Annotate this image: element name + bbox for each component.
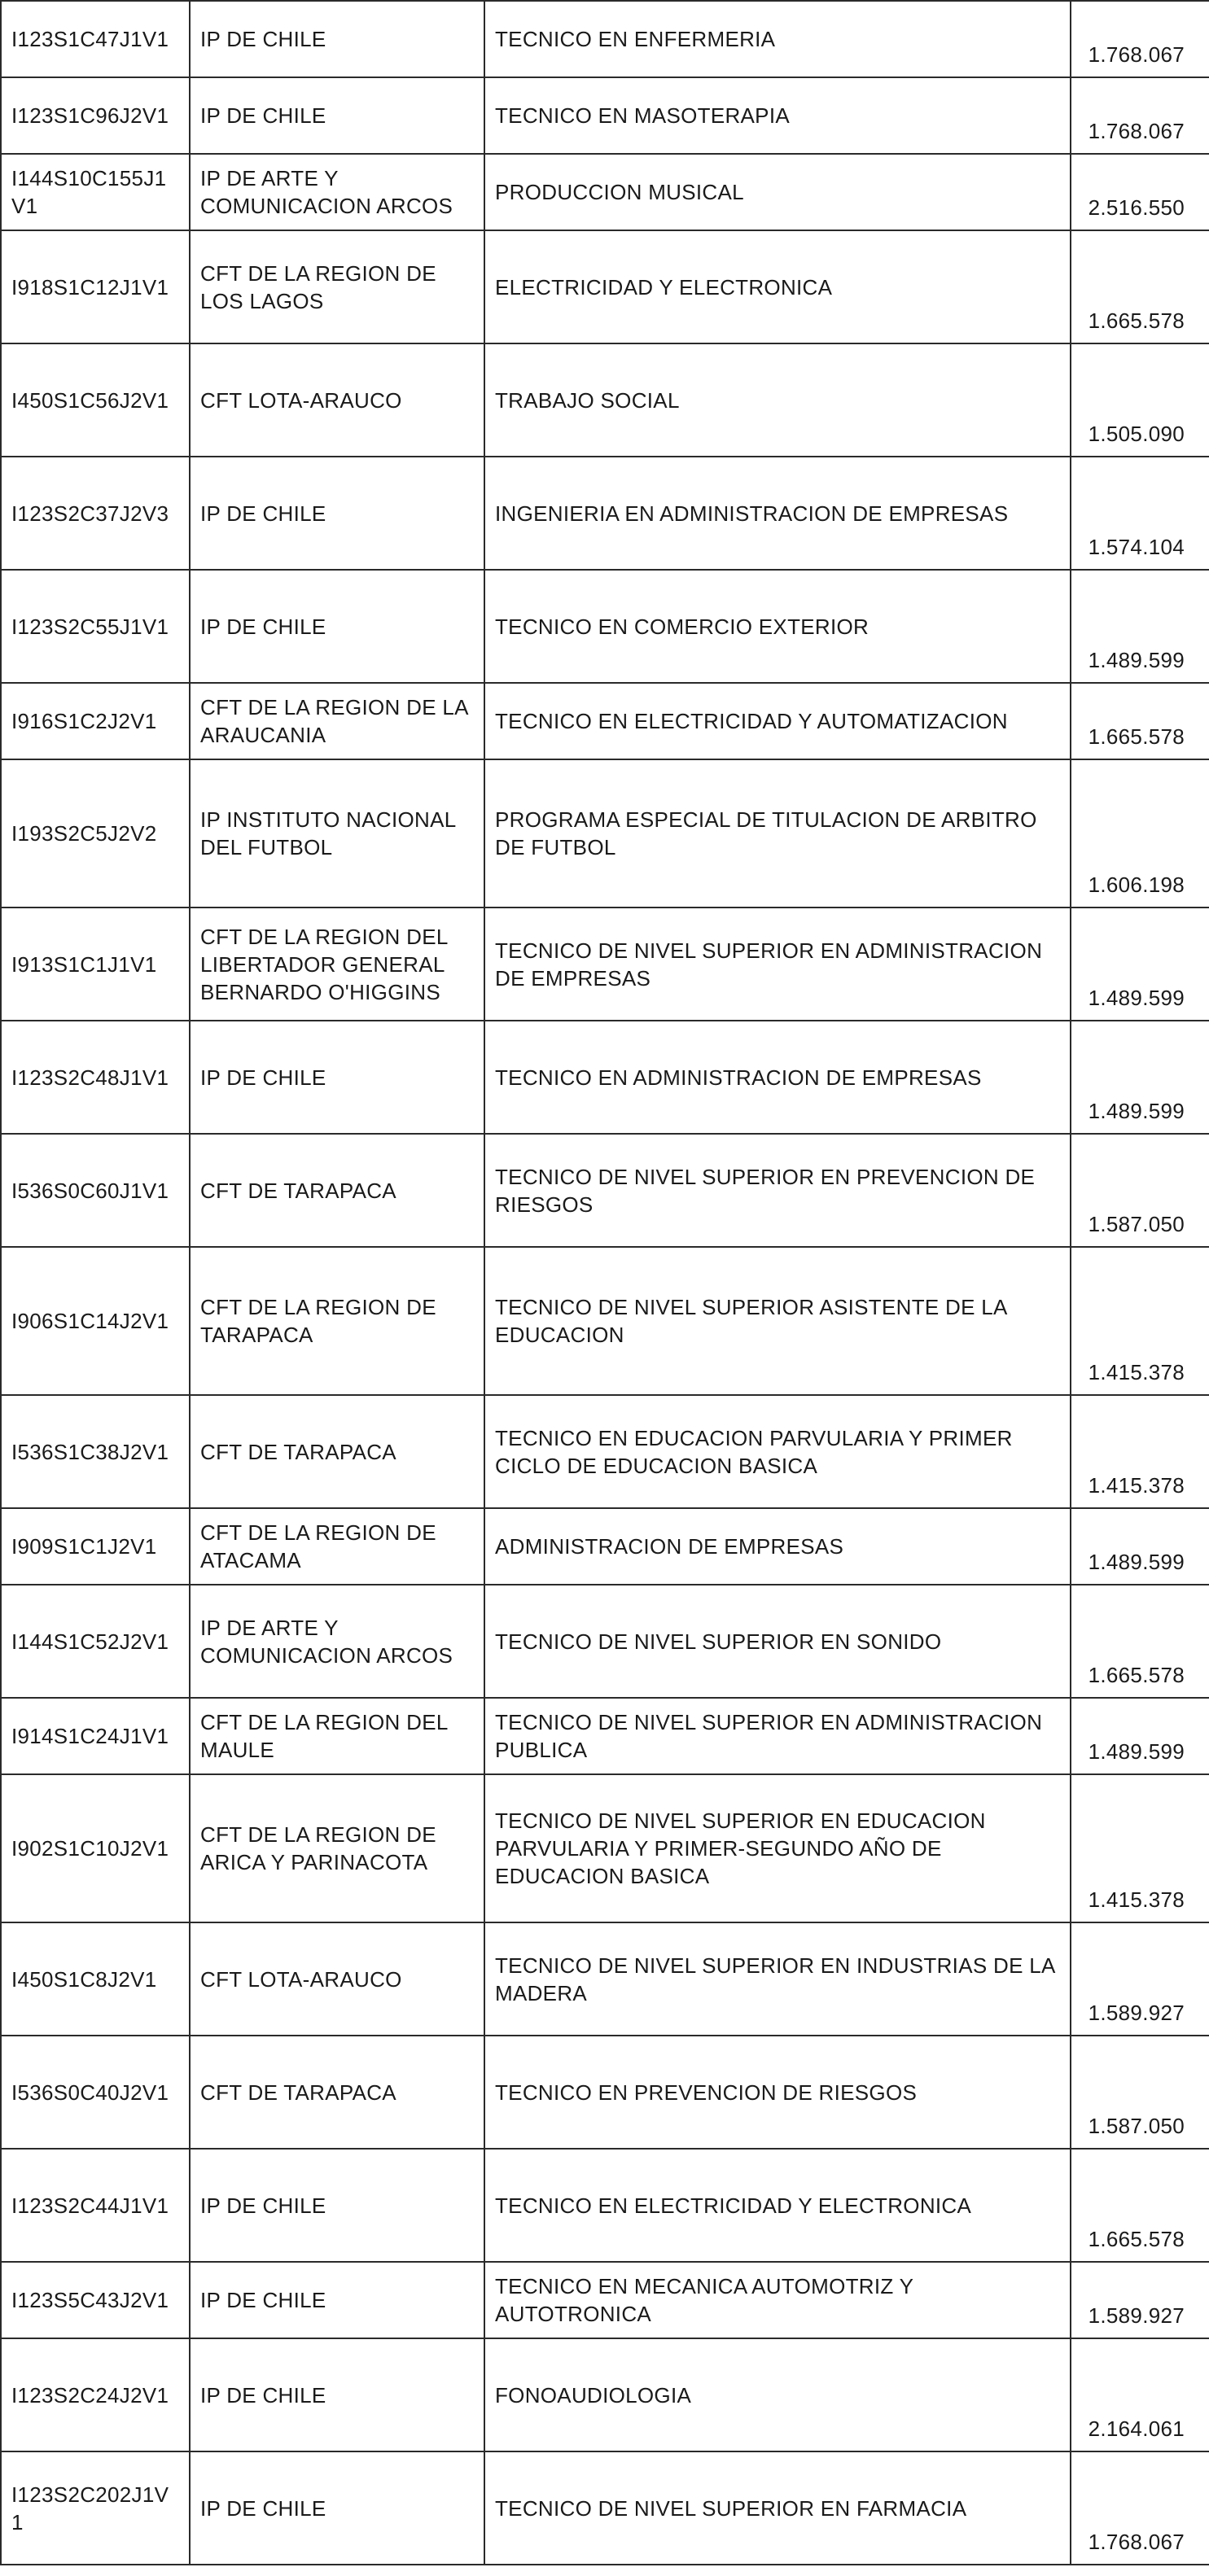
- cell-institution: IP DE CHILE: [190, 1, 484, 77]
- cell-institution: CFT DE LA REGION DE LA ARAUCANIA: [190, 683, 484, 759]
- cell-code: I193S2C5J2V2: [1, 759, 190, 908]
- cell-code: I123S2C44J1V1: [1, 2149, 190, 2262]
- cell-code: I536S0C60J1V1: [1, 1134, 190, 1247]
- cell-program: TECNICO DE NIVEL SUPERIOR ASISTENTE DE LA EDUCACION: [484, 1247, 1071, 1395]
- cell-program: TECNICO EN ELECTRICIDAD Y ELECTRONICA: [484, 2149, 1071, 2262]
- cell-amount: 1.589.927: [1071, 2262, 1209, 2338]
- cell-program: TECNICO DE NIVEL SUPERIOR EN FARMACIA: [484, 2451, 1071, 2565]
- cell-amount: 1.665.578: [1071, 683, 1209, 759]
- cell-amount: 1.489.599: [1071, 570, 1209, 683]
- cell-amount: 1.489.599: [1071, 1508, 1209, 1585]
- cell-program: TECNICO DE NIVEL SUPERIOR EN ADMINISTRACION DE EMPRESAS: [484, 908, 1071, 1021]
- cell-amount: 1.489.599: [1071, 908, 1209, 1021]
- cell-amount: 1.665.578: [1071, 1585, 1209, 1698]
- cell-institution: IP DE CHILE: [190, 570, 484, 683]
- cell-institution: CFT DE TARAPACA: [190, 1134, 484, 1247]
- table-row: [1, 77, 1209, 154]
- table-row: [1, 1922, 1209, 2036]
- table-row: [1, 1134, 1209, 1247]
- cell-institution: CFT LOTA-ARAUCO: [190, 343, 484, 457]
- cell-amount: 1.415.378: [1071, 1247, 1209, 1395]
- table-row: [1, 1, 1209, 77]
- cell-institution: CFT DE LA REGION DE LOS LAGOS: [190, 230, 484, 343]
- cell-program: TECNICO EN COMERCIO EXTERIOR: [484, 570, 1071, 683]
- cell-institution: IP DE CHILE: [190, 2262, 484, 2338]
- cell-amount: 1.587.050: [1071, 1134, 1209, 1247]
- cell-code: I123S5C43J2V1: [1, 2262, 190, 2338]
- cell-program: PROGRAMA ESPECIAL DE TITULACION DE ARBITRO DE FUTBOL: [484, 759, 1071, 908]
- cell-institution: IP DE CHILE: [190, 1021, 484, 1134]
- cell-amount: 1.665.578: [1071, 2149, 1209, 2262]
- table-row: [1, 154, 1209, 230]
- cell-amount: 1.665.578: [1071, 230, 1209, 343]
- cell-code: I913S1C1J1V1: [1, 908, 190, 1021]
- cell-program: TECNICO EN MASOTERAPIA: [484, 77, 1071, 154]
- table-row: [1, 1774, 1209, 1922]
- cell-code: I123S2C48J1V1: [1, 1021, 190, 1134]
- table-row: [1, 230, 1209, 343]
- cell-amount: 1.768.067: [1071, 77, 1209, 154]
- cell-institution: IP DE ARTE Y COMUNICACION ARCOS: [190, 1585, 484, 1698]
- table-row: [1, 570, 1209, 683]
- table-row: [1, 457, 1209, 570]
- cell-code: I123S2C24J2V1: [1, 2338, 190, 2451]
- programs-table-body: [1, 1, 1209, 2565]
- cell-institution: CFT DE TARAPACA: [190, 2036, 484, 2149]
- cell-institution: IP INSTITUTO NACIONAL DEL FUTBOL: [190, 759, 484, 908]
- table-row: [1, 2036, 1209, 2149]
- cell-institution: CFT DE TARAPACA: [190, 1395, 484, 1508]
- cell-code: I123S1C96J2V1: [1, 77, 190, 154]
- cell-code: I909S1C1J2V1: [1, 1508, 190, 1585]
- cell-institution: IP DE CHILE: [190, 2451, 484, 2565]
- cell-code: I536S1C38J2V1: [1, 1395, 190, 1508]
- cell-amount: 1.415.378: [1071, 1774, 1209, 1922]
- cell-code: I914S1C24J1V1: [1, 1698, 190, 1774]
- cell-program: TECNICO EN EDUCACION PARVULARIA Y PRIMER CICLO DE EDUCACION BASICA: [484, 1395, 1071, 1508]
- table-row: [1, 2262, 1209, 2338]
- cell-code: I536S0C40J2V1: [1, 2036, 190, 2149]
- cell-amount: 1.606.198: [1071, 759, 1209, 908]
- cell-institution: CFT DE LA REGION DE ATACAMA: [190, 1508, 484, 1585]
- cell-program: ADMINISTRACION DE EMPRESAS: [484, 1508, 1071, 1585]
- cell-program: TECNICO DE NIVEL SUPERIOR EN INDUSTRIAS DE LA MADERA: [484, 1922, 1071, 2036]
- table-row: [1, 759, 1209, 908]
- cell-program: TECNICO DE NIVEL SUPERIOR EN ADMINISTRACION PUBLICA: [484, 1698, 1071, 1774]
- cell-code: I902S1C10J2V1: [1, 1774, 190, 1922]
- table-row: [1, 1395, 1209, 1508]
- cell-code: I916S1C2J2V1: [1, 683, 190, 759]
- cell-program: TECNICO EN ENFERMERIA: [484, 1, 1071, 77]
- table-row: [1, 1247, 1209, 1395]
- cell-code: I123S2C202J1V1: [1, 2451, 190, 2565]
- cell-institution: CFT DE LA REGION DE TARAPACA: [190, 1247, 484, 1395]
- cell-program: TECNICO DE NIVEL SUPERIOR EN EDUCACION PARVULARIA Y PRIMER-SEGUNDO AÑO DE EDUCACION BASICA: [484, 1774, 1071, 1922]
- cell-code: I906S1C14J2V1: [1, 1247, 190, 1395]
- cell-code: I123S2C55J1V1: [1, 570, 190, 683]
- cell-amount: 1.589.927: [1071, 1922, 1209, 2036]
- table-row: [1, 2451, 1209, 2565]
- cell-institution: CFT DE LA REGION DEL LIBERTADOR GENERAL BERNARDO O'HIGGINS: [190, 908, 484, 1021]
- cell-program: TECNICO DE NIVEL SUPERIOR EN PREVENCION DE RIESGOS: [484, 1134, 1071, 1247]
- cell-institution: CFT DE LA REGION DEL MAULE: [190, 1698, 484, 1774]
- cell-institution: IP DE CHILE: [190, 2149, 484, 2262]
- cell-amount: 2.516.550: [1071, 154, 1209, 230]
- table-row: [1, 683, 1209, 759]
- cell-program: PRODUCCION MUSICAL: [484, 154, 1071, 230]
- table-row: [1, 2338, 1209, 2451]
- cell-institution: CFT DE LA REGION DE ARICA Y PARINACOTA: [190, 1774, 484, 1922]
- cell-program: INGENIERIA EN ADMINISTRACION DE EMPRESAS: [484, 457, 1071, 570]
- cell-amount: 1.415.378: [1071, 1395, 1209, 1508]
- cell-program: TECNICO EN ELECTRICIDAD Y AUTOMATIZACION: [484, 683, 1071, 759]
- cell-code: I918S1C12J1V1: [1, 230, 190, 343]
- cell-program: TECNICO EN PREVENCION DE RIESGOS: [484, 2036, 1071, 2149]
- table-row: [1, 1585, 1209, 1698]
- cell-institution: CFT LOTA-ARAUCO: [190, 1922, 484, 2036]
- cell-institution: IP DE ARTE Y COMUNICACION ARCOS: [190, 154, 484, 230]
- cell-amount: 1.768.067: [1071, 1, 1209, 77]
- cell-code: I144S10C155J1V1: [1, 154, 190, 230]
- table-row: [1, 343, 1209, 457]
- cell-program: FONOAUDIOLOGIA: [484, 2338, 1071, 2451]
- cell-code: I123S1C47J1V1: [1, 1, 190, 77]
- table-row: [1, 1021, 1209, 1134]
- cell-program: ELECTRICIDAD Y ELECTRONICA: [484, 230, 1071, 343]
- cell-amount: 2.164.061: [1071, 2338, 1209, 2451]
- cell-amount: 1.489.599: [1071, 1698, 1209, 1774]
- cell-program: TECNICO EN MECANICA AUTOMOTRIZ Y AUTOTRONICA: [484, 2262, 1071, 2338]
- cell-institution: IP DE CHILE: [190, 77, 484, 154]
- cell-institution: IP DE CHILE: [190, 2338, 484, 2451]
- table-row: [1, 2149, 1209, 2262]
- cell-amount: 1.768.067: [1071, 2451, 1209, 2565]
- cell-program: TRABAJO SOCIAL: [484, 343, 1071, 457]
- table-row: [1, 1698, 1209, 1774]
- cell-program: TECNICO DE NIVEL SUPERIOR EN SONIDO: [484, 1585, 1071, 1698]
- cell-amount: 1.489.599: [1071, 1021, 1209, 1134]
- table-row: [1, 1508, 1209, 1585]
- cell-amount: 1.505.090: [1071, 343, 1209, 457]
- cell-program: TECNICO EN ADMINISTRACION DE EMPRESAS: [484, 1021, 1071, 1134]
- cell-institution: IP DE CHILE: [190, 457, 484, 570]
- cell-code: I144S1C52J2V1: [1, 1585, 190, 1698]
- table-row: [1, 908, 1209, 1021]
- cell-amount: 1.574.104: [1071, 457, 1209, 570]
- cell-code: I123S2C37J2V3: [1, 457, 190, 570]
- cell-code: I450S1C8J2V1: [1, 1922, 190, 2036]
- cell-amount: 1.587.050: [1071, 2036, 1209, 2149]
- cell-code: I450S1C56J2V1: [1, 343, 190, 457]
